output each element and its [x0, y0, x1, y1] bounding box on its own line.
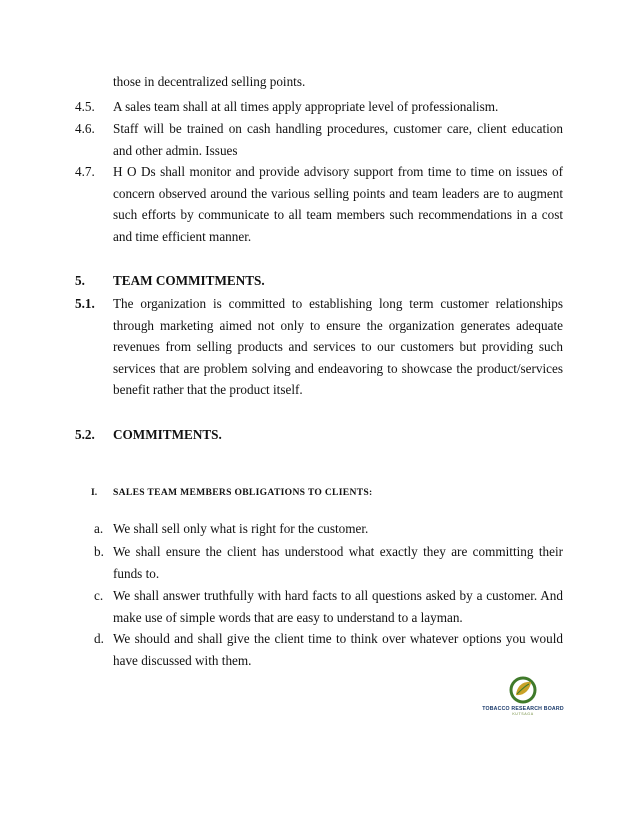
item-number-4-6: 4.6. [75, 121, 95, 136]
obligations-heading: SALES TEAM MEMBERS OBLIGATIONS TO CLIENTS: [113, 487, 373, 498]
list-letter-a: a. [94, 521, 104, 536]
continuation-text: those in decentralized selling points. [113, 74, 306, 89]
list-letter-c: c. [94, 588, 104, 603]
list-item-d: We should and shall give the client time to think over whatever options you would have discussed with them. [113, 631, 563, 668]
item-text-4-7: H O Ds shall monitor and provide advisory support from time to time on issues of concern observed around the various selling points and team leaders are to augment such efforts by communicate to all team members such recommendations in a cost and time efficient manner. [113, 164, 563, 244]
list-item-b: We shall ensure the client has understood what exactly they are committing their funds to. [113, 544, 563, 581]
tobacco-research-board-logo [478, 675, 568, 723]
leaf-icon [508, 675, 538, 705]
section-heading-team-commitments: TEAM COMMITMENTS. [113, 273, 265, 288]
section-heading-commitments: COMMITMENTS. [113, 427, 222, 442]
section-number-5-1: 5.1. [75, 296, 95, 311]
list-letter-b: b. [94, 544, 104, 559]
section-text-5-1: The organization is committed to establishing long term customer relationships through marketing aimed not only to ensure the organization generates adequate revenues from selling products and services to our customers but providing such services that are problem solving and endeavoring to showcase the product/services benefit rather that the product itself. [113, 296, 563, 398]
list-letter-d: d. [94, 631, 104, 646]
logo-name: TOBACCO RESEARCH BOARD [482, 706, 564, 712]
section-number-5-2: 5.2. [75, 427, 95, 442]
section-number-5: 5. [75, 273, 85, 288]
item-text-4-6: Staff will be trained on cash handling procedures, customer care, client education and other admin. Issues [113, 121, 563, 158]
roman-numeral-i: I. [91, 487, 98, 498]
item-number-4-5: 4.5. [75, 99, 95, 114]
item-text-4-5: A sales team shall at all times apply appropriate level of professionalism. [113, 99, 499, 114]
list-item-a: We shall sell only what is right for the customer. [113, 521, 369, 536]
logo-subtitle: KUTSAGA [512, 712, 534, 716]
list-item-c: We shall answer truthfully with hard facts to all questions asked by a customer. And make use of simple words that are easy to understand to a layman. [113, 588, 563, 625]
item-number-4-7: 4.7. [75, 164, 95, 179]
